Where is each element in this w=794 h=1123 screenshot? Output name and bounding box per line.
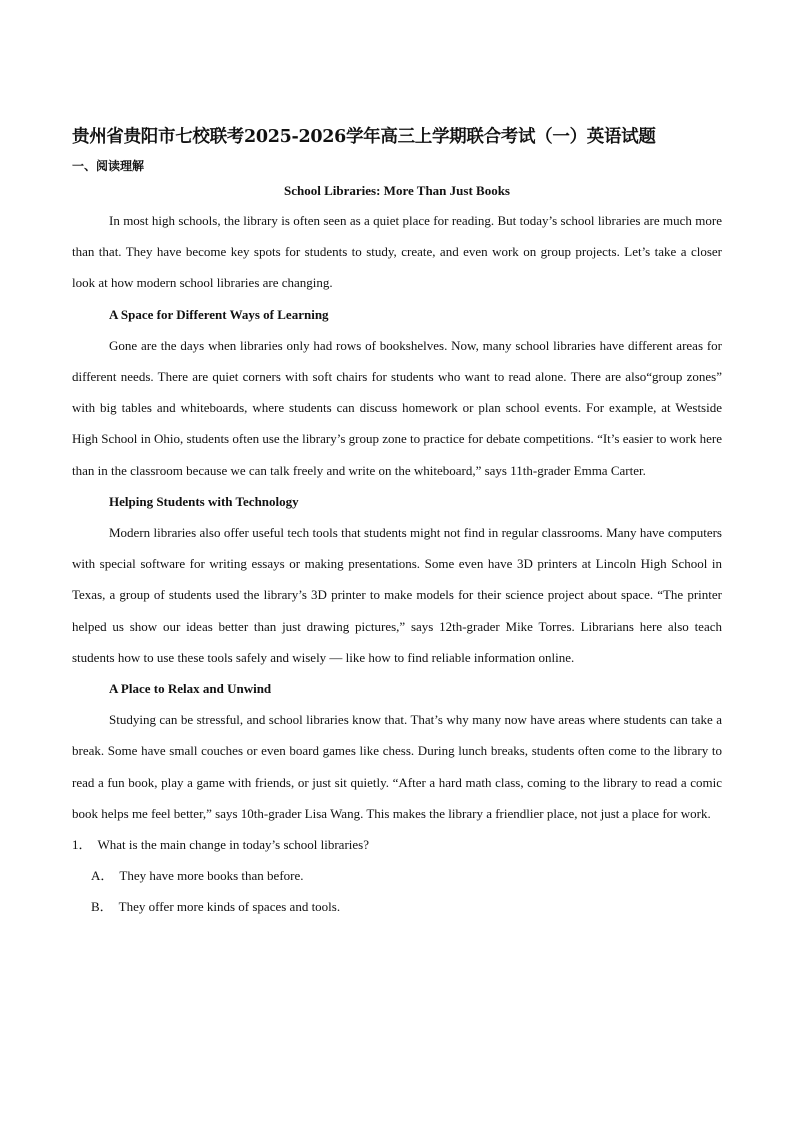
question-number: 1． xyxy=(72,837,92,853)
intro-paragraph: In most high schools, the library is often seen as a quiet place for reading. But today’s school libraries are much more than that. They have become key spots for students to study, create, and even work on group projects. Let’s take a closer look at how modern school libraries are changing. xyxy=(72,213,722,291)
section-paragraph: Gone are the days when libraries only had rows of bookshelves. Now, many school libraries have different areas for different needs. There are quiet corners with soft chairs for students who want to read alone. There are also“group zones” with big tables and whiteboards, where students can discuss homework or plan school events. For example, at Westside High School in Ohio, students often use the library’s group zone to practice for debate competitions. “It’s easier to work here than in the classroom because we can talk freely and write on the whiteboard,” says 11th-grader Emma Carter. xyxy=(72,337,722,478)
section-heading: A Place to Relax and Unwind xyxy=(109,681,272,697)
section-heading: A Space for Different Ways of Learning xyxy=(109,306,329,322)
question-item xyxy=(72,829,722,860)
option-letter: B． xyxy=(91,899,113,915)
section-label: 一、阅读理解 xyxy=(72,159,145,173)
question-text: What is the main change in today’s school libraries? xyxy=(97,837,369,853)
option-letter: A． xyxy=(91,868,114,884)
option-text: They have more books than before. xyxy=(119,868,304,884)
article-title: School Libraries: More Than Just Books xyxy=(284,183,510,198)
exam-page xyxy=(72,124,722,923)
section-heading: Helping Students with Technology xyxy=(109,493,299,509)
option-text: They offer more kinds of spaces and tools. xyxy=(118,899,341,915)
answer-option xyxy=(72,860,722,891)
section-paragraph: Modern libraries also offer useful tech tools that students might not find in regular classrooms. Many have computers with special software for writing essays or making presentations. Some even have 3D printers at Lincoln High School in Texas, a group of students used the library’s 3D printer to make models for their science project about space. “The printer helped us show our ideas better than just drawing pictures,” says 12th-grader Mike Torres. Librarians here also teach students how to use these tools safely and wisely — like how to find reliable information online. xyxy=(72,525,722,665)
answer-option xyxy=(72,891,722,922)
document-title: 贵州省贵阳市七校联考2025-2026学年高三上学期联合考试（一）英语试题 xyxy=(72,127,656,147)
section-paragraph: Studying can be stressful, and school libraries know that. That’s why many now have areas where students can take a break. Some have small couches or even board games like chess. During lunch breaks, students often come to the library to read a fun book, play a game with friends, or just sit quietly. “After a hard math class, coming to the library to read a comic book helps me feel better,” says 10th-grader Lisa Wang. This makes the library a friendlier place, not just a place for work. xyxy=(72,712,722,821)
